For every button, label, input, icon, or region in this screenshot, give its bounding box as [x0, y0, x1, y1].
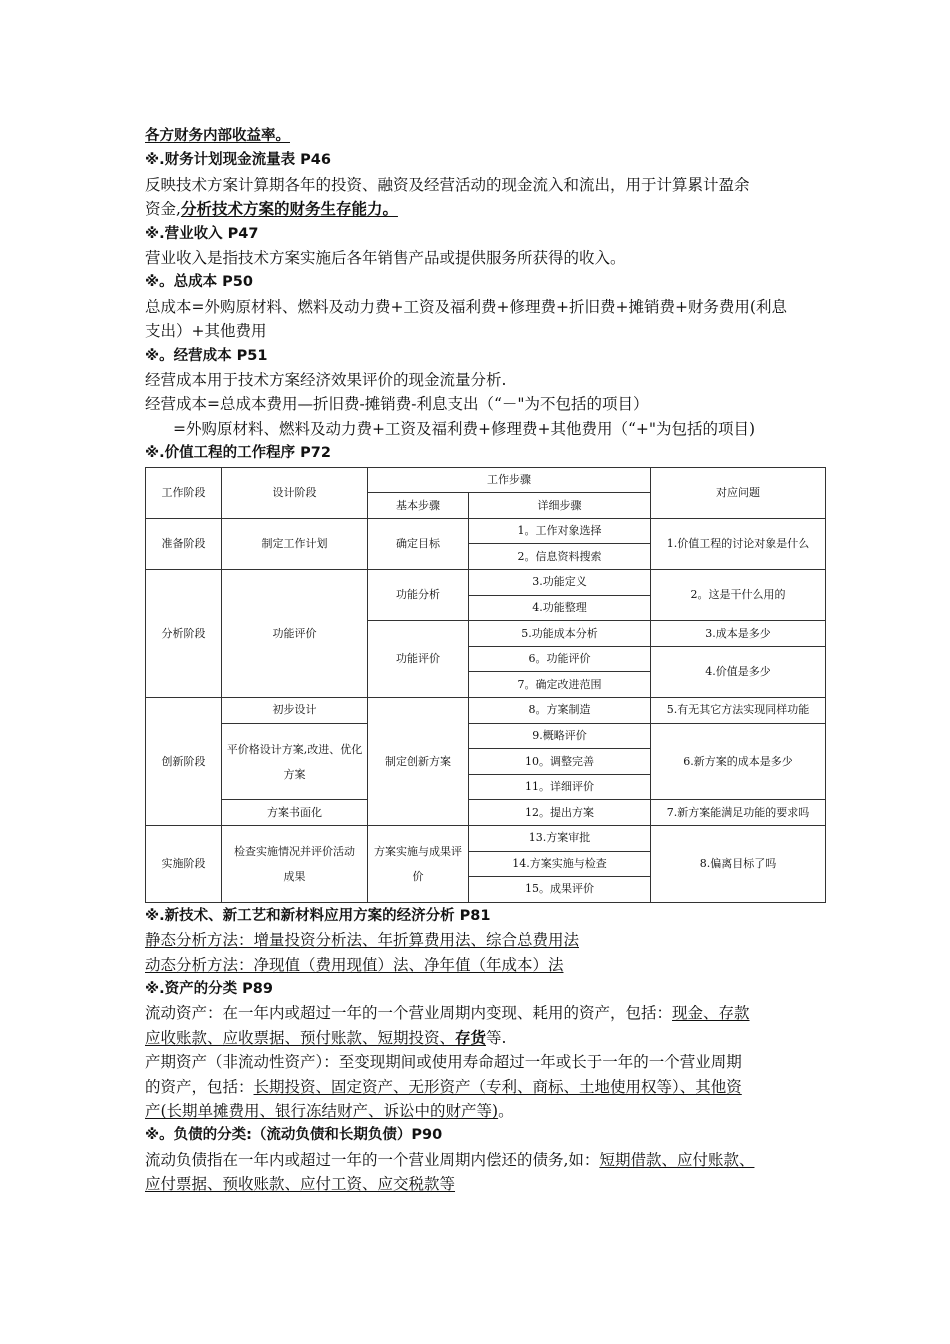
detail-step-cell: 11。详细评价 [469, 774, 651, 800]
underlined-text: 应收账款、应收票据、预付账款、短期投资、 [145, 1028, 456, 1047]
detail-step-cell: 1。工作对象选择 [469, 518, 651, 544]
underlined-text: 分析技术方案的财务生存能力。 [180, 199, 398, 219]
design-cell: 制定工作计划 [222, 518, 368, 569]
basic-step-cell: 制定创新方案 [368, 698, 469, 826]
header-cell: 工作步骤 [368, 467, 651, 493]
paragraph-line [145, 1075, 825, 1099]
detail-step-cell: 6。功能评价 [469, 646, 651, 672]
basic-step-cell: 功能分析 [368, 570, 469, 621]
text-span: 流动资产：在一年内或超过一年的一个营业周期内变现、耗用的资产，包括： [145, 1004, 673, 1023]
section-title-revenue: ※.营业收入 P47 [145, 225, 259, 242]
text-span: 资金, [145, 200, 181, 219]
paragraph-line: 产期资产（非流动性资产）：至变现期间或使用寿命超过一年或长于一年的一个营业周期 [145, 1053, 742, 1072]
design-cell: 检查实施情况并评价活动成果 [222, 826, 368, 903]
section-title-liabilities: ※。负债的分类:（流动负债和长期负债）P90 [145, 1127, 443, 1144]
stage-cell: 分析阶段 [146, 570, 222, 698]
detail-step-cell: 14.方案实施与检查 [469, 851, 651, 877]
question-cell: 1.价值工程的讨论对象是什么 [651, 518, 826, 569]
header-cell: 对应问题 [651, 467, 826, 518]
underlined-text: 产(长期单摊费用、银行冻结财产、诉讼中的财产等) [145, 1102, 499, 1121]
design-cell: 初步设计 [222, 698, 368, 724]
stage-cell: 创新阶段 [146, 698, 222, 826]
header-cell: 设计阶段 [222, 467, 368, 518]
question-cell: 5.有无其它方法实现同样功能 [651, 698, 826, 724]
text-span: 等. [486, 1028, 507, 1047]
detail-step-cell: 5.功能成本分析 [469, 621, 651, 647]
paragraph-line [145, 1148, 825, 1172]
detail-step-cell: 4.功能整理 [469, 595, 651, 621]
detail-step-cell: 2。信息资料搜索 [469, 544, 651, 570]
paragraph-line: =外购原材料、燃料及动力费+工资及福利费+修理费+其他费用（“+"为包括的项目) [173, 419, 756, 438]
document-page [145, 124, 825, 1197]
detail-step-cell: 15。成果评价 [469, 877, 651, 903]
header-cell: 基本步骤 [368, 493, 469, 519]
paragraph-line: 经营成本=总成本费用—折旧费-摊销费-利息支出（“－"为不包括的项目） [145, 395, 649, 414]
paragraph-line: 动态分析方法：净现值（费用现值）法、净年值（年成本）法 [145, 955, 564, 974]
question-cell: 3.成本是多少 [651, 621, 826, 647]
paragraph-line: 反映技术方案计算期各年的投资、融资及经营活动的现金流入和流出，用于计算累计盈余 [145, 175, 750, 194]
question-cell: 8.偏离目标了吗 [651, 826, 826, 903]
section-title-operating-cost: ※。经营成本 P51 [145, 347, 268, 364]
underlined-text: 短期借款、应付账款、 [599, 1150, 755, 1169]
paragraph-line [145, 197, 825, 221]
design-cell: 平价格设计方案,改进、优化方案 [222, 723, 368, 800]
intro-line: 各方财务内部收益率。 [145, 128, 290, 144]
detail-step-cell: 13.方案审批 [469, 826, 651, 852]
section-title-cashflow: ※.财务计划现金流量表 P46 [145, 152, 331, 169]
question-cell: 7.新方案能满足功能的要求吗 [651, 800, 826, 826]
header-cell: 详细步骤 [469, 493, 651, 519]
basic-step-cell: 确定目标 [368, 518, 469, 569]
paragraph-line: 静态分析方法：增量投资分析法、年折算费用法、综合总费用法 [145, 931, 580, 950]
text-span: 。 [498, 1102, 514, 1121]
text-span: 的资产，包括： [145, 1077, 254, 1096]
underlined-text: 长期投资、固定资产、无形资产（专利、商标、土地使用权等）、其他资 [253, 1077, 742, 1096]
paragraph-line: 支出）+其他费用 [145, 322, 267, 341]
paragraph-line: 总成本=外购原材料、燃料及动力费+工资及福利费+修理费+折旧费+摊销费+财务费用(利息 [145, 297, 787, 316]
detail-step-cell: 7。确定改进范围 [469, 672, 651, 698]
paragraph-line [145, 1001, 825, 1025]
section-title-total-cost: ※。总成本 P50 [145, 274, 253, 291]
paragraph-line: 营业收入是指技术方案实施后各年销售产品或提供服务所获得的收入。 [145, 249, 626, 268]
section-title-new-tech: ※.新技术、新工艺和新材料应用方案的经济分析 P81 [145, 907, 491, 924]
underlined-text: 存货 [455, 1027, 487, 1047]
value-engineering-table [145, 467, 826, 903]
design-cell: 功能评价 [222, 570, 368, 698]
design-cell: 方案书面化 [222, 800, 368, 826]
question-cell: 6.新方案的成本是多少 [651, 723, 826, 800]
detail-step-cell: 10。调整完善 [469, 749, 651, 775]
paragraph-line [145, 1099, 825, 1123]
paragraph-line: 应付票据、预收账款、应付工资、应交税款等 [145, 1175, 456, 1194]
basic-step-cell: 方案实施与成果评价 [368, 826, 469, 903]
detail-step-cell: 9.概略评价 [469, 723, 651, 749]
question-cell: 2。这是干什么用的 [651, 570, 826, 621]
detail-step-cell: 3.功能定义 [469, 570, 651, 596]
section-title-assets: ※.资产的分类 P89 [145, 981, 273, 997]
paragraph-line [145, 1026, 825, 1050]
section-title-value-engineering: ※.价值工程的工作程序 P72 [145, 445, 331, 462]
stage-cell: 准备阶段 [146, 518, 222, 569]
detail-step-cell: 8。方案制造 [469, 698, 651, 724]
text-span: 流动负债指在一年内或超过一年的一个营业周期内偿还的债务,如： [145, 1150, 600, 1169]
basic-step-cell: 功能评价 [368, 621, 469, 698]
question-cell: 4.价值是多少 [651, 646, 826, 697]
detail-step-cell: 12。提出方案 [469, 800, 651, 826]
header-cell: 工作阶段 [146, 467, 222, 518]
paragraph-line: 经营成本用于技术方案经济效果评价的现金流量分析. [145, 371, 507, 390]
stage-cell: 实施阶段 [146, 826, 222, 903]
underlined-text: 现金、存款 [672, 1004, 750, 1023]
